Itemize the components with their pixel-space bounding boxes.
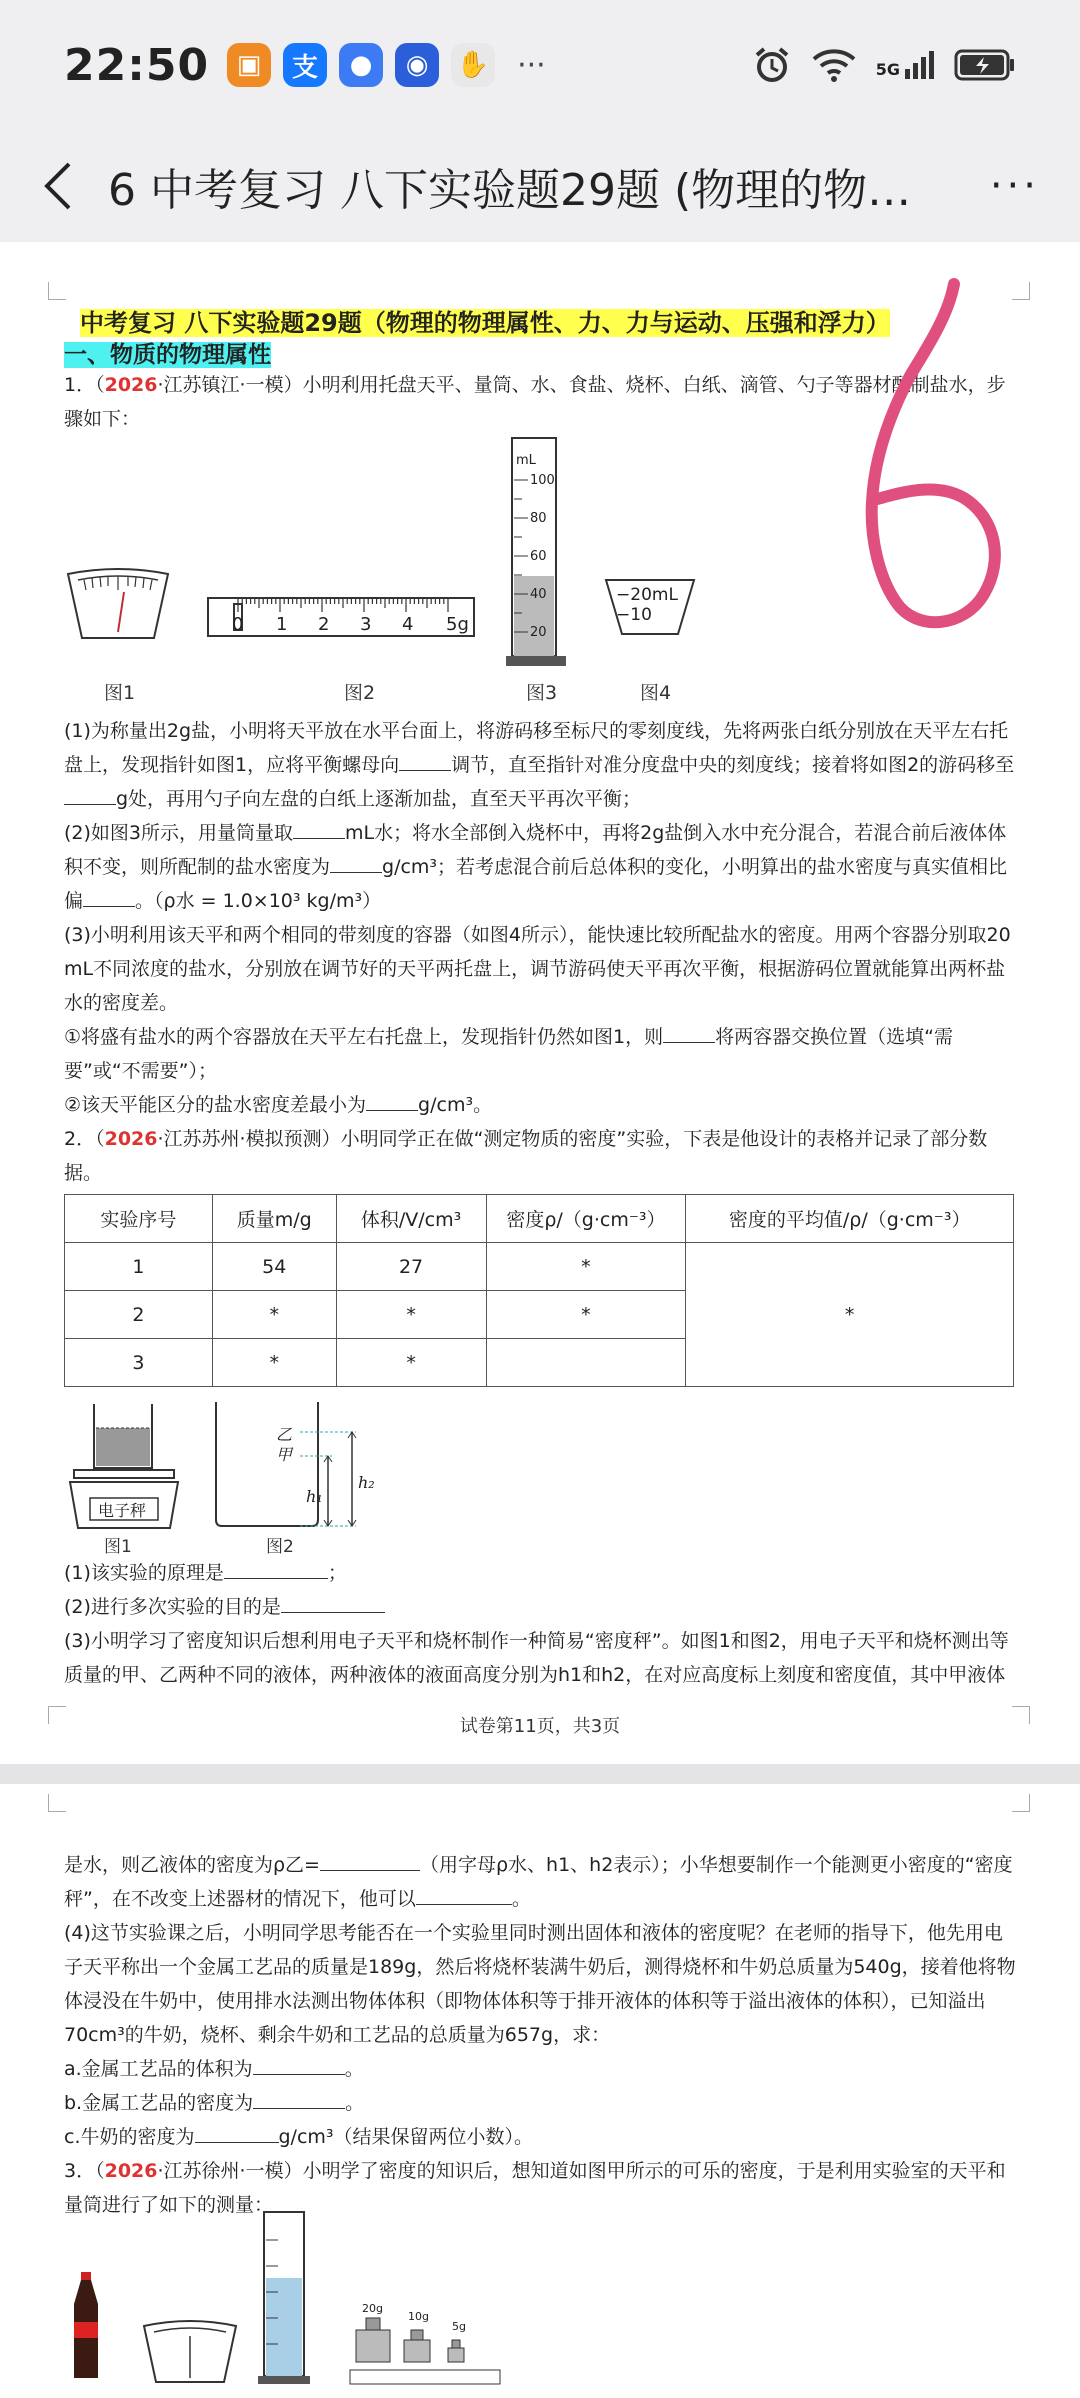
answer-blank <box>224 1578 328 1579</box>
crop-mark <box>48 282 66 300</box>
answer-blank <box>281 1612 385 1613</box>
container-mark-10: 10 <box>630 605 652 625</box>
question-2-intro <box>64 1122 1016 1190</box>
text: 调节，直至指针对准分度盘中央的刻度线；接着将如图2的游码移至 <box>451 754 1015 776</box>
table-header: 质量m/g <box>212 1195 336 1243</box>
text: mL水；将水全部倒入烧杯中，再将 <box>345 822 641 844</box>
question-1-part-1 <box>64 714 1016 816</box>
answer-blank <box>399 770 451 771</box>
text: g/cm³。 <box>418 1094 493 1116</box>
taobao-icon: ▣ <box>227 43 271 87</box>
text: (1)该实验的原理是 <box>64 1562 224 1584</box>
exam-heading: 中考复习 八下实验题29题（物理的物理属性、力、力与运动、压强和浮力） <box>80 309 890 337</box>
electronic-scale-figure <box>64 1402 184 1534</box>
figure-caption: 图4 <box>640 682 672 704</box>
answer-blank <box>663 1042 715 1043</box>
scale-tick-label: 5g <box>446 614 469 635</box>
answer-blank <box>293 838 345 839</box>
text: 盐倒入水中充分混合，若混合前后液体体积不变，则所配制的盐水密度为 <box>64 822 1007 878</box>
table-cell: 54 <box>212 1243 336 1291</box>
cylinder-mark: 80 <box>530 511 547 526</box>
document-page-2 <box>0 1784 1080 2398</box>
figure-caption: 图1 <box>104 1537 132 1557</box>
notification-icons <box>227 43 546 87</box>
value: 70cm³ <box>64 2024 125 2046</box>
text: (1)为称量出 <box>64 720 167 742</box>
value: 2g <box>640 822 665 844</box>
question-number: 2．（ <box>64 1128 105 1150</box>
question-text: ·江苏徐州·一模）小明学了密度的知识后，想知道如图甲所示的可乐的密度，于是利用实验室的天平和量筒进行了如下的测量： <box>64 2160 1006 2216</box>
app-icon: ◉ <box>395 43 439 87</box>
cylinder-mark: 60 <box>530 549 547 564</box>
text: (4)这节实验课之后，小明同学思考能否在一个实验里同时测出固体和液体的密度呢？在老师的指导下，他先用电子天平称出一个金属工艺品的质量是189g，然后将烧杯装满牛奶后，测得烧杯和牛奶总质量为540g，接着他将物体浸没在牛奶中，使用排水法测出物体体积（即物体体积等于排开液体的体积等于溢出液体的体积），已知溢出 <box>64 1922 1016 2012</box>
answer-blank <box>195 2142 279 2143</box>
crop-mark <box>1012 282 1030 300</box>
section-heading: 一、物质的物理属性 <box>64 342 271 368</box>
answer-blank <box>64 804 116 805</box>
more-options-button[interactable]: ··· <box>989 163 1040 209</box>
document-page-1 <box>0 242 1080 1764</box>
scale-tick-label: 3 <box>360 614 372 635</box>
figure-caption: 图1 <box>104 682 136 704</box>
hand-icon: ✋ <box>451 43 495 87</box>
table-header: 实验序号 <box>65 1195 213 1243</box>
crop-mark <box>1012 1794 1030 1812</box>
question-2-part-4b: b.金属工艺品的密度为 。 <box>64 2092 365 2114</box>
wifi-icon <box>812 47 856 83</box>
chevron-left-icon <box>43 160 73 212</box>
text: 。（ρ水 = 1.0×10³ kg/m³） <box>135 890 382 912</box>
signal-icon <box>876 51 934 79</box>
table-cell: 3 <box>65 1339 213 1387</box>
figure-caption: 图3 <box>526 682 558 704</box>
text: ②该天平能区分的盐水密度差最小为 <box>64 1094 367 1116</box>
question-2-part-4a: a.金属工艺品的体积为 。 <box>64 2058 364 2080</box>
graduated-cylinder-figure <box>506 436 566 668</box>
table-header: 体积/V/cm³ <box>336 1195 486 1243</box>
liquid-label: 甲 <box>276 1445 293 1464</box>
question-2-part-4c <box>64 2120 1016 2154</box>
battery-icon <box>954 48 1016 82</box>
question-2-continued: 是水，则乙液体的密度为ρ乙= （用字母ρ水、h1、h2表示）；小华想要制作一个能测更小密度的“密度秤”，在不改变上述器材的情况下，他可以 。 <box>64 1854 1013 1910</box>
height-label: h₁ <box>306 1487 323 1506</box>
answer-blank <box>253 2074 345 2075</box>
table-header: 密度的平均值/ρ/（g·cm⁻³） <box>686 1195 1014 1243</box>
table-cell: * <box>212 1339 336 1387</box>
document-title-bar <box>0 130 1080 242</box>
liquid-label: 乙 <box>276 1425 293 1444</box>
question-3-intro <box>64 2154 1016 2222</box>
balance-dial-figure <box>64 568 172 644</box>
text: 是水，则乙液体的密度为ρ乙= <box>64 1854 320 1876</box>
question-number: 1．（ <box>64 374 105 396</box>
text: ①将盛有盐水的两个容器放在天平左右托盘上，发现指针仍然如图1，则 <box>64 1026 664 1048</box>
table-cell: * <box>212 1291 336 1339</box>
text: （用字母ρ水、h1、h2表示）；小华想要制作一个能测更小密度的“密度秤”，在不改变上述器材的情况下，他可以 <box>64 1854 1013 1910</box>
clock: 22:50 <box>64 39 210 91</box>
container-figure <box>604 578 696 636</box>
value: 2g <box>166 720 192 742</box>
question-number: 3．（ <box>64 2160 105 2182</box>
status-bar <box>0 0 1080 130</box>
value: 20 mL <box>64 924 1011 980</box>
container-mark: −20mL <box>616 585 678 605</box>
text: a.金属工艺品的体积为 <box>64 2058 253 2080</box>
text: g处，再用勺子向左盘的白纸上逐渐加盐，直至天平再次平衡； <box>116 788 642 810</box>
alipay-icon: 支 <box>283 43 327 87</box>
handwritten-text: 6 <box>921 482 922 483</box>
balance-dial-figure-2 <box>140 2320 240 2384</box>
question-1-part-3-2 <box>64 1088 1016 1122</box>
text: (3)小明利用该天平和两个相同的带刻度的容器（如图4所示），能快速比较所配盐水的密度。用两个容器分别取 <box>64 924 987 946</box>
question-year: 2026 <box>104 1128 158 1150</box>
text: (2)进行多次实验的目的是 <box>64 1596 281 1618</box>
text: 的牛奶，烧杯、剩余牛奶和工艺品的总质量为657g，求： <box>124 2024 611 2046</box>
scale-tick-label: 0 <box>232 614 244 635</box>
page-footer: 试卷第11页，共3页 <box>459 1716 621 1737</box>
data-table <box>64 1194 1014 1387</box>
handwritten-annotation <box>836 272 1006 692</box>
table-header-row <box>65 1195 1014 1243</box>
page-separator <box>0 1764 1080 1784</box>
text: (3)小明学习了密度知识后想利用电子天平和烧杯制作一种简易“密度秤”。如图1和图2，用电子天平和烧杯测出等质量的甲、乙两种不同的液体，两种液体的液面高度分别为h1和h2，在对应高度标上刻度和密度值，其中甲液体 <box>64 1630 1009 1686</box>
scale-tick-label: 2 <box>318 614 330 635</box>
weight-label: 20g <box>362 2302 383 2315</box>
text: 不同浓度的盐水，分别放在调节好的天平两托盘上，调节游码使天平再次平衡，根据游码位置就能算出两杯盐水的密度差。 <box>64 958 1006 1014</box>
network-type: 5G <box>875 60 900 79</box>
answer-blank <box>416 1904 512 1905</box>
table-row <box>65 1243 1014 1291</box>
question-year: 2026 <box>104 2160 158 2182</box>
table-cell: * <box>336 1339 486 1387</box>
cylinder-mark: 20 <box>530 625 547 640</box>
back-button[interactable] <box>28 156 88 216</box>
question-text: ·江苏苏州·模拟预测）小明同学正在做“测定物质的密度”实验，下表是他设计的表格并记录了部分数据。 <box>64 1128 988 1184</box>
text: 盐，小明将天平放在水平台面上，将游码移至标尺的零刻度线，先将两张白纸分别放在天平左右托盘上，发现指针如图1，应将平衡螺母向 <box>64 720 1009 776</box>
document-title: 6 中考复习 八下实验题29题 (物理的物… <box>108 165 912 216</box>
question-2-part-3 <box>64 1624 1016 1692</box>
weight-label: 5g <box>452 2320 466 2333</box>
text: b.金属工艺品的密度为 <box>64 2092 254 2114</box>
alarm-icon <box>752 45 792 85</box>
system-icons <box>752 45 1016 85</box>
text: 将两容器交换位置（选填“需要”或“不需要”）； <box>64 1026 953 1082</box>
question-text: ·江苏镇江·一模）小明利用托盘天平、量筒、水、食盐、烧杯、白纸、滴管、勺子等器材配制盐水，步骤如下： <box>64 374 1006 430</box>
answer-blank <box>366 1110 418 1111</box>
scale-tick-label: 4 <box>402 614 414 635</box>
question-year: 2026 <box>104 374 158 396</box>
crop-mark <box>48 1794 66 1812</box>
table-cell: * <box>336 1291 486 1339</box>
table-cell <box>486 1339 686 1387</box>
answer-blank <box>330 872 382 873</box>
answer-blank <box>320 1870 420 1871</box>
weights-and-scale-figure <box>348 2300 508 2386</box>
container-mark: −10 <box>616 605 652 625</box>
scale-label: 电子秤 <box>98 1501 147 1520</box>
text: (2)如图3所示，用量筒量取 <box>64 822 294 844</box>
more-notifications-icon: ··· <box>517 47 546 83</box>
message-icon: ● <box>339 43 383 87</box>
graduated-cylinder-figure-2 <box>258 2210 310 2386</box>
question-1-part-2 <box>64 816 1016 918</box>
table-cell: 2 <box>65 1291 213 1339</box>
scale-tick-label: 1 <box>276 614 288 635</box>
question-1-part-3 <box>64 918 1016 1020</box>
question-1-part-3-1 <box>64 1020 1016 1088</box>
table-cell: 1 <box>65 1243 213 1291</box>
question-2-part-2 <box>64 1590 1016 1624</box>
cylinder-mark: 40 <box>530 587 547 602</box>
cylinder-unit: mL <box>516 453 536 468</box>
cola-bottle-figure <box>70 2270 102 2380</box>
rider-scale-figure <box>206 596 476 642</box>
question-2-part-4 <box>64 1916 1016 2052</box>
beaker-heights-figure <box>206 1398 382 1530</box>
text: g/cm³；若考虑混合前后总体积的变化，小明算出的盐水密度与真实值相比偏 <box>64 856 1008 912</box>
figure-caption: 图2 <box>344 682 376 704</box>
height-label: h₂ <box>358 1473 375 1492</box>
text: g/cm³（结果保留两位小数）。 <box>278 2126 534 2148</box>
answer-blank <box>83 906 135 907</box>
table-cell: * <box>486 1243 686 1291</box>
table-header: 密度ρ/（g·cm⁻³） <box>486 1195 686 1243</box>
container-mark-20: 20mL <box>630 585 678 605</box>
question-2-part-1: (1)该实验的原理是 ； <box>64 1562 347 1584</box>
table-cell: * <box>486 1291 686 1339</box>
figure-caption: 图2 <box>266 1537 294 1557</box>
table-cell-average: * <box>686 1243 1014 1387</box>
table-cell: 27 <box>336 1243 486 1291</box>
answer-blank <box>253 2108 345 2109</box>
weight-label: 10g <box>408 2310 429 2323</box>
text: c.牛奶的密度为 <box>64 2126 195 2148</box>
cylinder-mark: 100 <box>530 473 555 488</box>
